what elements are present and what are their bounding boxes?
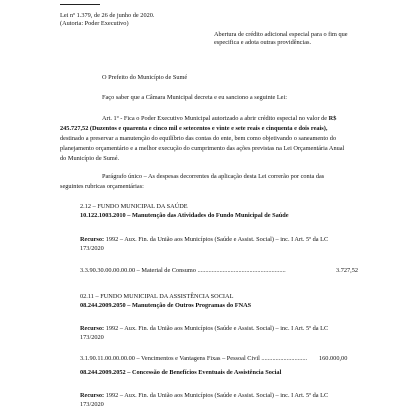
- resource-label: Recurso:: [80, 236, 105, 243]
- preamble-mayor: O Prefeito do Município de Sumé: [102, 74, 188, 81]
- section-action: 10.122.1003.2010 – Manutenção das Atividades do Fundo Municipal de Saúde: [80, 212, 289, 219]
- resource-text: 1992 – Aux. Fin. da União aos Municípios (Saúde e Assist. Social) – inc. I Art. 5º da LC: [105, 325, 329, 332]
- resource-line: [80, 236, 328, 244]
- resource-text: 1992 – Aux. Fin. da União aos Municípios (Saúde e Assist. Social) – inc. I Art. 5º da LC: [105, 236, 329, 243]
- paragraph-line-2: seguintes rubricas orçamentárias:: [60, 183, 144, 190]
- law-title: Lei nº 1.379, de 26 de junho de 2020.: [60, 12, 155, 19]
- expense-amount: 160.000,00: [319, 355, 348, 362]
- section-heading: 02.11 – FUNDO MUNICIPAL DA ASSISTÊNCIA SOCIAL: [80, 293, 234, 300]
- expense-line: 3.1.90.11.00.00.00.00 – Vencimentos e Vantagens Fixas – Pessoal Civil .............................: [80, 355, 308, 362]
- preamble-decree: Faço saber que a Câmara Municipal decreta e eu sanciono a seguinte Lei:: [102, 94, 287, 101]
- resource-text-2: 173/2020: [80, 401, 104, 408]
- ementa-line-1: Abertura de crédito adicional especial para o fim que: [214, 31, 348, 38]
- resource-line: [80, 325, 328, 333]
- article-line-3: destinado a preservar a manutenção do equilíbrio das contas do ente, bem como objetivando o saneamento do: [60, 135, 337, 142]
- section-action: 08.244.2009.2052 – Concessão de Benefícios Eventuais de Assistência Social: [80, 369, 282, 376]
- resource-text-2: 173/2020: [80, 245, 104, 252]
- resource-label: Recurso:: [80, 392, 105, 399]
- resource-label: Recurso:: [80, 325, 105, 332]
- article-line-2: 245.727,52 (Duzentos e quarenta e cinco mil e setecentos e vinte e sete reais e cinquenta e dois reais),: [60, 125, 328, 132]
- resource-line: [80, 392, 328, 400]
- resource-text: 1992 – Aux. Fin. da União aos Municípios (Saúde e Assist. Social) – inc. I Art. 5º da LC: [105, 392, 329, 399]
- law-author: (Autoria: Poder Executivo): [60, 20, 129, 27]
- section-heading: 2.12 – FUNDO MUNICIPAL DA SAÚDE: [80, 203, 188, 210]
- section-action: 08.244.2009.2050 – Manutenção de Outros Programas do FNAS: [80, 302, 252, 309]
- article-text: Art. 1º - Fica o Poder Executivo Municipal autorizado a abrir crédito especial no valor de: [102, 115, 329, 122]
- ementa-line-2: especifica e adota outras providências.: [214, 39, 312, 46]
- article-line-5: do Município de Sumé.: [60, 155, 120, 162]
- article-line-4: planejamento orçamentário e a melhor execução do cumprimento das ações previstas na Lei Orçamentária Anual: [60, 145, 345, 152]
- header-rule: [60, 4, 100, 5]
- expense-line: 3.3.90.30.00.00.00.00 – Material de Consumo ........................................................: [80, 267, 286, 274]
- article-currency: R$: [328, 115, 337, 122]
- expense-amount: 3.727,52: [336, 267, 359, 274]
- article-line-1: [102, 115, 336, 123]
- paragraph-line-1: Parágrafo único – As despesas decorrentes da aplicação desta Lei correrão por conta das: [102, 173, 325, 180]
- resource-text-2: 173/2020: [80, 334, 104, 341]
